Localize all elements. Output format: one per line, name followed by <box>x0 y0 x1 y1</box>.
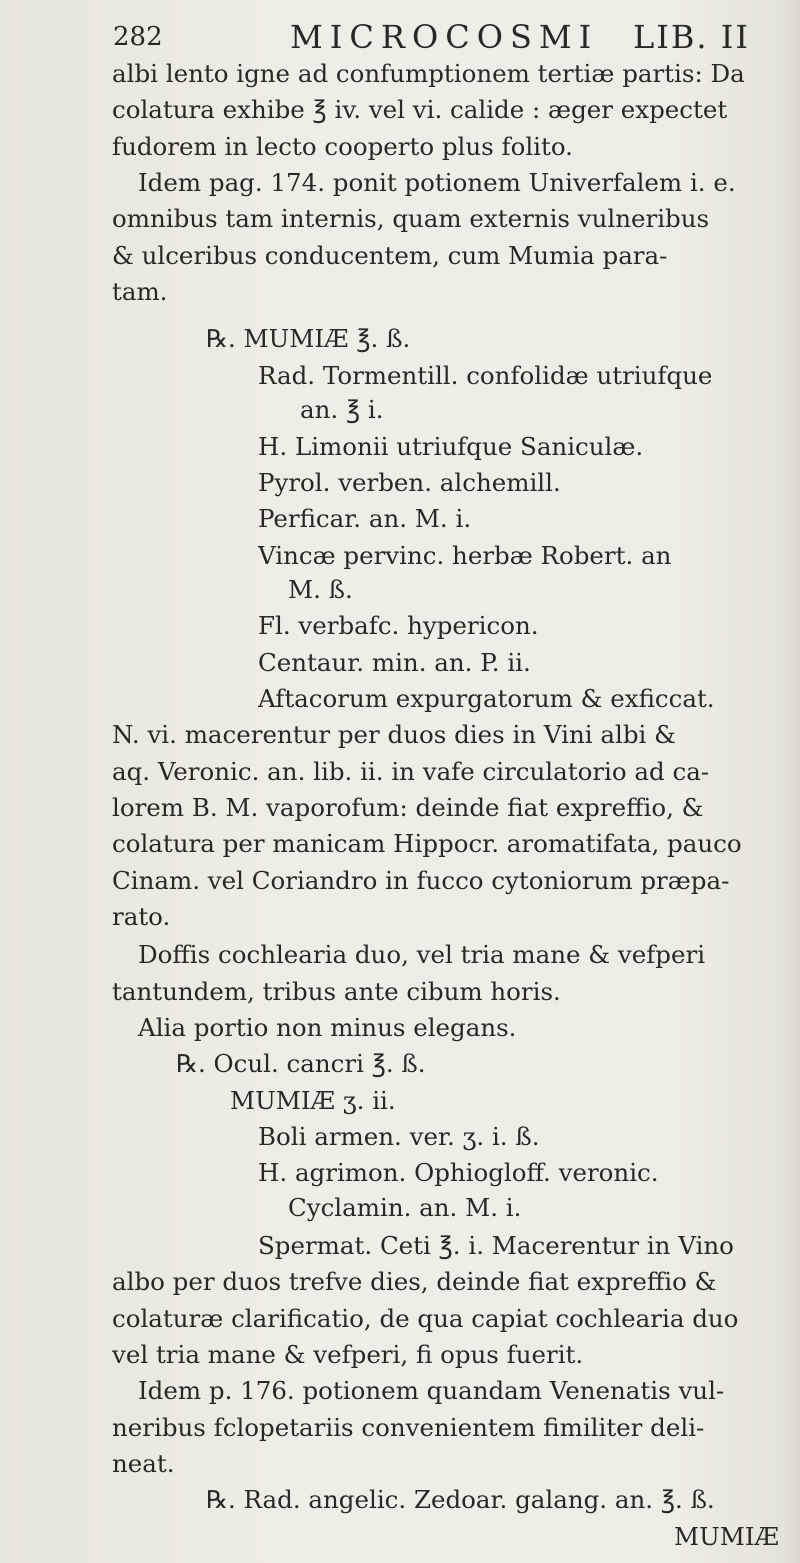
text-line: Fl. verbafc. hypericon. <box>258 611 539 641</box>
page-header <box>0 14 800 60</box>
text-line: Alia portio non minus elegans. <box>138 1012 517 1042</box>
text-line: aq. Veronic. an. lib. ii. in vafe circulatorio ad ca- <box>112 756 710 786</box>
text-line: neat. <box>112 1449 175 1478</box>
text-line: tam. <box>112 277 168 306</box>
text-line: colatura per manicam Hippocr. aromatifata, pauco <box>112 829 742 859</box>
text-line: H. Limonii utriufque Saniculæ. <box>258 431 644 461</box>
text-line: N. vi. macerentur per duos dies in Vini albi & <box>112 720 676 750</box>
text-line: MUMIÆ ʒ. ii. <box>230 1085 396 1115</box>
text-line: Rad. Tormentill. confolidæ utriufque <box>258 360 713 390</box>
text-line: Spermat. Ceti ℥. i. Macerentur in Vino <box>258 1230 734 1260</box>
text-line: MUMIÆ <box>674 1521 780 1551</box>
text-line: Perficar. an. M. i. <box>258 504 472 534</box>
text-line: colaturæ clarificatio, de qua capiat cochlearia duo <box>112 1303 739 1333</box>
text-line: an. ℥ i. <box>300 395 384 425</box>
page-number: 282 <box>113 22 163 52</box>
text-line: Vincæ pervinc. herbæ Robert. an <box>258 540 672 570</box>
text-line: colatura exhibe ℥ iv. vel vi. calide : æger expectet <box>112 95 728 125</box>
text-line: omnibus tam internis, quam externis vulneribus <box>112 204 710 234</box>
text-line: Aftacorum expurgatorum & exficcat. <box>258 684 715 713</box>
text-line: Pyrol. verben. alchemill. <box>258 467 561 497</box>
text-line: M. ß. <box>288 575 353 604</box>
text-line: lorem B. M. vaporofum: deinde fiat expreffio, & <box>112 793 704 823</box>
page-edge-shadow <box>786 0 800 1563</box>
text-line: Idem pag. 174. ponit potionem Univerfalem i. e. <box>138 168 736 197</box>
text-line: Idem p. 176. potionem quandam Venenatis vul- <box>138 1376 725 1406</box>
text-line: ℞. Rad. angelic. Zedoar. galang. an. ℥. ß. <box>206 1485 715 1515</box>
text-line: neribus fclopetariis convenientem fimiliter deli- <box>112 1412 705 1442</box>
book-label: LIB. II <box>633 18 751 56</box>
text-line: ℞. Ocul. cancri ℥. ß. <box>176 1049 426 1079</box>
text-line: tantundem, tribus ante cibum horis. <box>112 976 561 1006</box>
text-line: vel tria mane & vefperi, fi opus fuerit. <box>112 1340 584 1369</box>
text-line: Cyclamin. an. M. i. <box>288 1192 522 1222</box>
text-line: Centaur. min. an. P. ii. <box>258 647 531 677</box>
text-line: rato. <box>112 902 171 932</box>
text-line: albi lento igne ad confumptionem tertiæ partis: Da <box>112 59 745 88</box>
running-title: MICROCOSMI <box>290 18 599 56</box>
text-line: fudorem in lecto cooperto plus folito. <box>112 131 573 161</box>
text-line: H. agrimon. Ophiogloff. veronic. <box>258 1158 659 1188</box>
text-line: Boli armen. ver. ʒ. i. ß. <box>258 1121 540 1151</box>
text-line: Doffis cochlearia duo, vel tria mane & vefperi <box>138 940 706 970</box>
text-line: ℞. MUMIÆ ℥. ß. <box>206 324 411 354</box>
text-line: albo per duos trefve dies, deinde fiat expreffio & <box>112 1267 717 1297</box>
text-line: Cinam. vel Coriandro in fucco cytoniorum præpa- <box>112 865 730 895</box>
text-line: & ulceribus conducentem, cum Mumia para- <box>112 240 668 270</box>
